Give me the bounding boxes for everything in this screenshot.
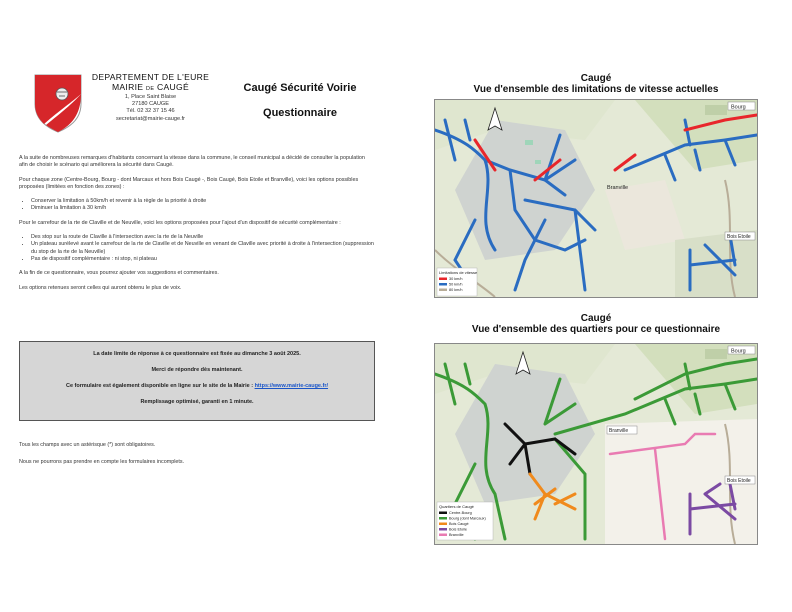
- legend-swatch: [439, 523, 447, 526]
- map1-branville-label: Branville: [607, 185, 629, 191]
- deadline-text: La date limite de réponse à ce questionnaire est fixée au dimanche 3 août 2025.: [93, 351, 301, 357]
- notice-box: [19, 341, 375, 421]
- list-item: • Diminuer la limitation à 30 km/h: [31, 205, 375, 212]
- neighbourhoods-map: [434, 343, 758, 545]
- zone-options-list: [19, 198, 375, 213]
- mairie-name: MAIRIE DE CAUGÉ: [111, 82, 190, 92]
- email-line: secretariat@mairie-cauge.fr: [115, 115, 186, 122]
- speed-limits-map: [434, 99, 758, 298]
- map2-bois-etoile-label: Bois Etoile: [727, 478, 751, 484]
- department-name: DEPARTEMENT DE L'EURE: [91, 72, 210, 82]
- legend-label: Bourg (dont Marcaux): [449, 516, 486, 521]
- form-footer: [19, 442, 375, 477]
- legend-swatch: [439, 278, 447, 281]
- map1-title: Caugé Vue d'ensemble des limitations de vitesse actuelles: [473, 73, 719, 95]
- document-title: Caugé Sécurité Voirie: [243, 82, 357, 94]
- online-text: Ce formulaire est également disponible en ligne sur le site de la Mairie : https://www.mairie-cauge.fr/: [65, 383, 329, 389]
- legend-swatch: [439, 517, 447, 520]
- legend-swatch: [439, 528, 447, 531]
- incomplete-forms-note: Nous ne pourrons pas prendre en compte les formulaires incomplets.: [19, 459, 185, 466]
- intro-paragraph: A la suite de nombreuses remarques d'habitants concernant la vitesse dans la commune, le conseil municipal a décidé de consulter la population afin de choisir le scénario qui améliorera la sécurité dans Caugé.: [19, 155, 365, 169]
- legend-label: Branville: [449, 533, 464, 537]
- list-item: • Pas de dispositif complémentaire : ni stop, ni plateau: [31, 256, 375, 263]
- map2-title: Caugé Vue d'ensemble des quartiers pour ce questionnaire: [471, 313, 721, 335]
- legend-label: 50 km/h: [449, 282, 463, 287]
- legend-label: Bois Etoile: [449, 527, 467, 532]
- legend-swatch: [439, 289, 447, 292]
- map1-bourg-label: Bourg: [731, 104, 746, 111]
- map2-legend-title: Quartiers de Caugé: [439, 504, 474, 509]
- legend-swatch: [439, 512, 447, 515]
- mairie-website-link[interactable]: https://www.mairie-cauge.fr/: [254, 383, 329, 389]
- map2-bourg-label: Bourg: [731, 348, 746, 355]
- list-item: • Un plateau surélevé avant le carrefour de la rte de Claville et de Neuville en venant de Claville avec priorité à droite à l'intersection (suppression du stop de la rte de la Neuville): [31, 241, 375, 256]
- legend-swatch: [439, 534, 447, 537]
- map1-bois-etoile-label: Bois Etoile: [727, 234, 751, 240]
- commune-crest-icon: [32, 72, 84, 134]
- legend-label: 30 km/h: [449, 277, 463, 281]
- phone-line: Tél. 02 32 37 15 46: [126, 108, 175, 115]
- legend-swatch: [439, 283, 447, 286]
- organisation-header: [88, 72, 213, 123]
- duration-text: Remplissage optimisé, garanti en 1 minute.: [140, 399, 254, 405]
- required-fields-note: Tous les champs avec un astérisque (*) sont obligatoires.: [19, 442, 156, 448]
- address-line: 1, Place Saint Blaise: [124, 94, 177, 100]
- document-subtitle: Questionnaire: [263, 107, 337, 119]
- thanks-text: Merci de répondre dès maintenant.: [151, 367, 243, 373]
- crossroads-options-list: [19, 234, 375, 263]
- list-item: • Conserver la limitation à 50km/h et revenir à la règle de la priorité à droite: [31, 198, 375, 205]
- map2-branville-label: Branville: [609, 428, 629, 434]
- legend-label: 80 km/h: [449, 288, 463, 292]
- list-item: • Des stop sur la route de Claville à l'intersection avec la rte de la Neuville: [31, 234, 375, 241]
- zones-paragraph: Pour chaque zone (Centre-Bourg, Bourg - dont Marcaux et hors Bois Caugé -, Bois Caugé, Bois Etoile et Branville), voici les options possibles proposées (limitées en fonction des zones) :: [19, 176, 359, 190]
- crossroads-paragraph: Pour le carrefour de la rte de Claville et de Neuville, voici les options proposées pour l'ajout d'un dispositif de sécurité complémentaire :: [19, 219, 341, 226]
- postcode-line: 27180 CAUGE: [131, 101, 169, 108]
- suggestions-paragraph: A la fin de ce questionnaire, vous pourrez ajouter vos suggestions et commentaires.: [19, 270, 219, 277]
- map1-legend-title: Limitations de vitesse: [439, 270, 478, 275]
- legend-label: Bois Caugé: [449, 522, 469, 526]
- retained-paragraph: Les options retenues seront celles qui auront obtenu le plus de voix.: [19, 284, 182, 291]
- legend-label: Centre-Bourg: [449, 511, 472, 515]
- intro-text: [19, 155, 375, 299]
